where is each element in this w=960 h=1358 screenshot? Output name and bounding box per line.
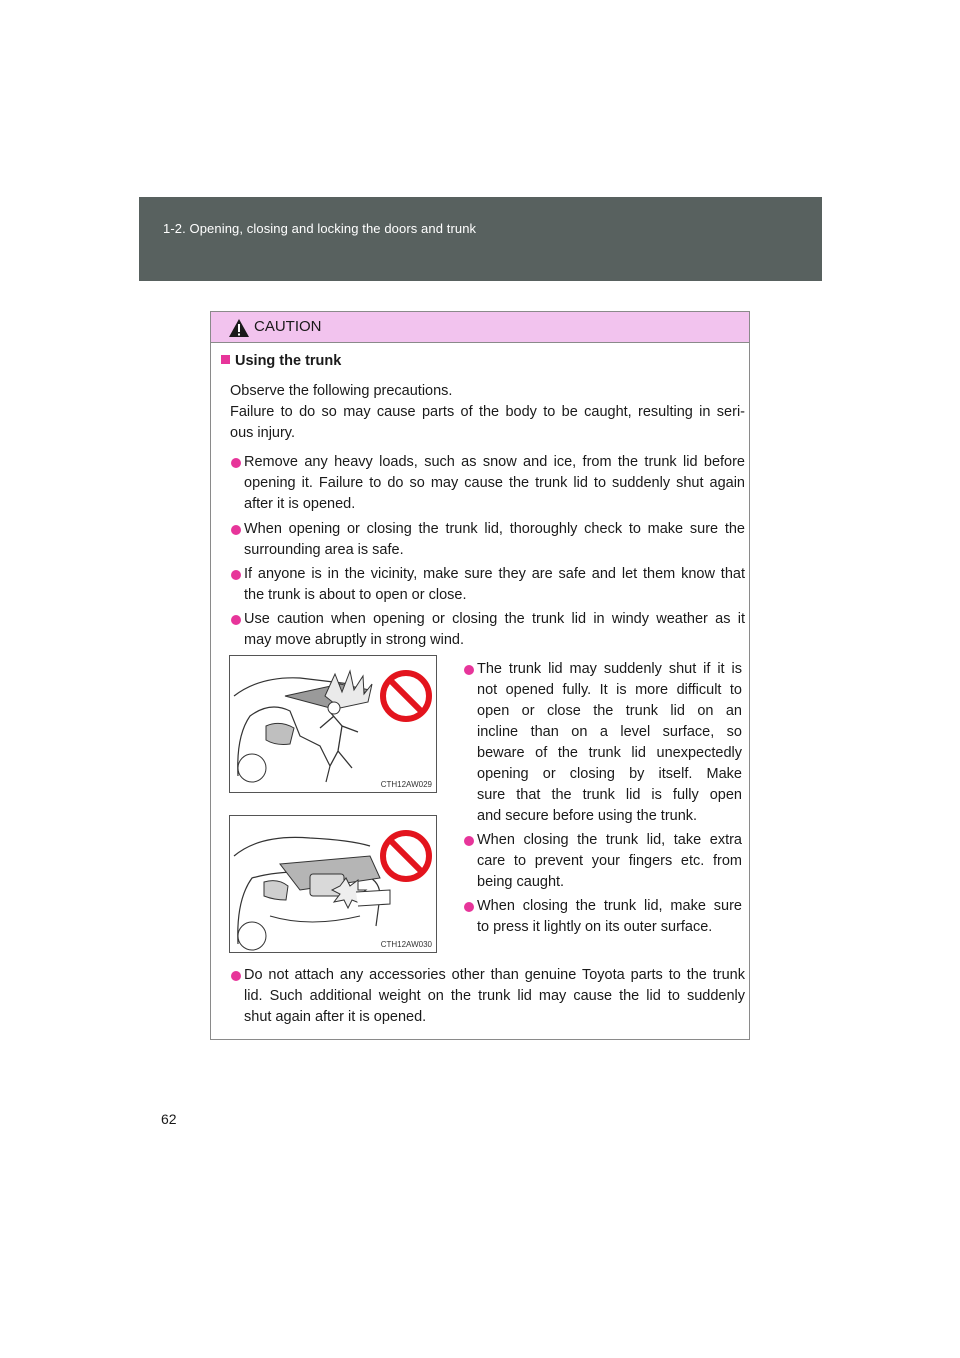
figure-trunk-fingers (229, 815, 437, 953)
bullet-dot-icon (231, 615, 241, 625)
bullet-dot-icon (231, 570, 241, 580)
side-bullet-line: open or close the trunk lid on an (477, 703, 742, 719)
side-bullet-line: opening or closing by itself. Make (477, 766, 742, 782)
figure-trunk-wind (229, 655, 437, 793)
bullet-dot-icon (464, 665, 474, 675)
bullet-line: Do not attach any accessories other than genuine Toyota parts to the trunk (244, 967, 745, 983)
caution-header (211, 312, 749, 343)
intro-line: ous injury. (230, 425, 296, 441)
intro-line: Observe the following precautions. (230, 383, 453, 399)
bullet-line: Use caution when opening or closing the trunk lid in windy weather as it (244, 611, 745, 627)
prohibition-icon (378, 828, 434, 884)
bullet-line: shut again after it is opened. (244, 1009, 427, 1025)
bullet-dot-icon (464, 902, 474, 912)
bullet-line: opening it. Failure to do so may cause the trunk lid to suddenly shut again (244, 475, 745, 491)
bullet-dot-icon (231, 458, 241, 468)
bullet-dot-icon (231, 525, 241, 535)
figure-code: CTH12AW030 (380, 940, 432, 949)
side-bullet-line: When closing the trunk lid, make sure (477, 898, 742, 914)
intro-line: Failure to do so may cause parts of the body to be caught, resulting in seri- (230, 404, 745, 420)
bullet-dot-icon (231, 971, 241, 981)
figure-code: CTH12AW029 (380, 780, 432, 789)
warning-triangle-icon (228, 318, 250, 338)
bullet-dot-icon (464, 836, 474, 846)
caution-label: CAUTION (254, 318, 322, 335)
side-bullet-line: care to prevent your fingers etc. from (477, 853, 742, 869)
side-bullet-line: and secure before using the trunk. (477, 808, 698, 824)
bullet-line: after it is opened. (244, 496, 356, 512)
side-bullet-line: to press it lightly on its outer surface. (477, 919, 713, 935)
square-bullet-icon (221, 355, 230, 364)
section-title: 1-2. Opening, closing and locking the doors and trunk (163, 221, 477, 236)
caution-box (210, 311, 750, 1040)
bullet-line: If anyone is in the vicinity, make sure they are safe and let them know that (244, 566, 745, 582)
side-bullet-line: being caught. (477, 874, 565, 890)
bullet-line: may move abruptly in strong wind. (244, 632, 465, 648)
prohibition-icon (378, 668, 434, 724)
page-number: 62 (161, 1111, 177, 1127)
side-bullet-line: sure that the trunk lid is fully open (477, 787, 742, 803)
bullet-line: When opening or closing the trunk lid, thoroughly check to make sure the (244, 521, 745, 537)
side-bullet-line: The trunk lid may suddenly shut if it is (477, 661, 742, 677)
side-bullet-line: When closing the trunk lid, take extra (477, 832, 742, 848)
bullet-line: surrounding area is safe. (244, 542, 404, 558)
side-bullet-line: incline than on a level surface, so (477, 724, 742, 740)
side-bullet-line: beware of the trunk lid unexpectedly (477, 745, 742, 761)
subsection-heading: Using the trunk (221, 353, 341, 369)
bullet-line: Remove any heavy loads, such as snow and ice, from the trunk lid before (244, 454, 745, 470)
bullet-line: lid. Such additional weight on the trunk lid may cause the lid to suddenly (244, 988, 745, 1004)
header-band (139, 197, 822, 281)
bullet-line: the trunk is about to open or close. (244, 587, 467, 603)
side-bullet-line: not opened fully. It is more difficult to (477, 682, 742, 698)
